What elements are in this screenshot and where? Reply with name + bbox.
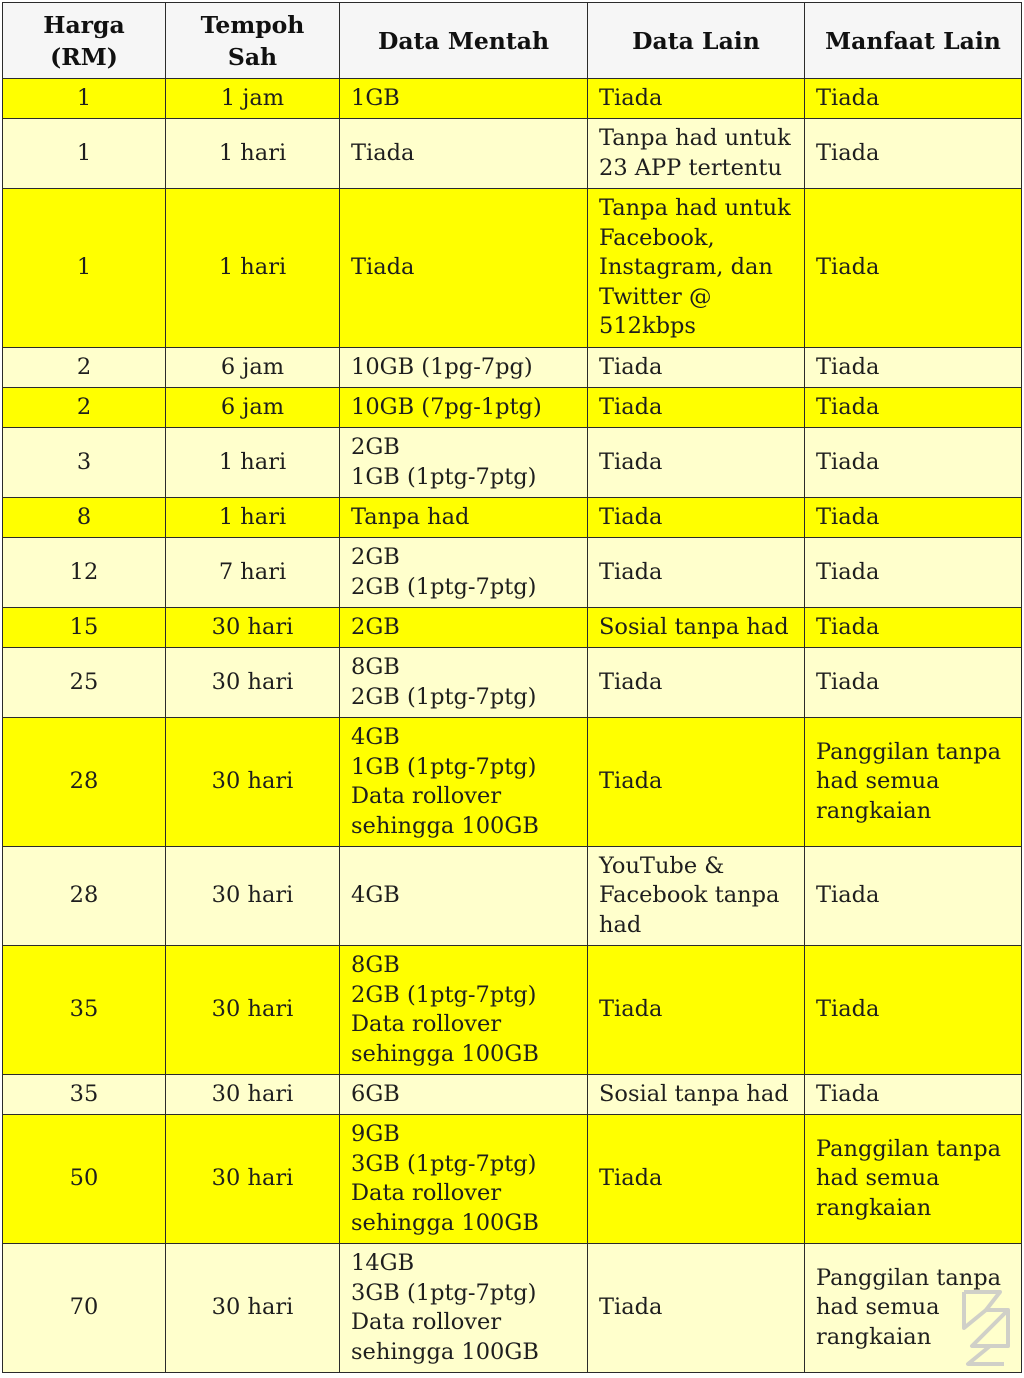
cell-data-mentah [340, 388, 588, 428]
cell-tempoh: 30 hari [166, 1244, 340, 1373]
cell-data-mentah [340, 189, 588, 348]
cell-tempoh: 1 hari [166, 428, 340, 498]
cell-data-lain [588, 718, 805, 847]
cell-line: rangkaian [816, 1194, 932, 1221]
cell-line: Tiada [599, 1165, 663, 1192]
table-row [3, 1115, 1022, 1244]
cell-data-mentah [340, 1244, 588, 1373]
cell-manfaat-lain [805, 946, 1022, 1075]
table-row [3, 648, 1022, 718]
cell-data-mentah [340, 847, 588, 946]
cell-data-mentah [340, 1115, 588, 1244]
cell-line: rangkaian [816, 797, 932, 824]
cell-harga: 3 [3, 428, 166, 498]
cell-line: had semua [816, 1165, 940, 1192]
table-row [3, 79, 1022, 119]
cell-line: Tiada [599, 668, 663, 695]
cell-line: 1GB (1ptg-7ptg) [351, 463, 537, 490]
cell-line: Instagram, dan [599, 254, 773, 281]
cell-line: had semua [816, 1294, 940, 1321]
cell-manfaat-lain [805, 348, 1022, 388]
cell-tempoh: 30 hari [166, 1115, 340, 1244]
cell-line: had [599, 911, 642, 938]
cell-line: Data rollover [351, 1180, 502, 1206]
cell-tempoh: 6 jam [166, 348, 340, 388]
cell-line: 14GB [351, 1250, 415, 1276]
cell-line: 8GB [351, 952, 400, 978]
cell-harga: 15 [3, 608, 166, 648]
cell-line: Tiada [816, 393, 880, 420]
table-row [3, 189, 1022, 348]
cell-harga: 1 [3, 119, 166, 189]
cell-data-mentah [340, 718, 588, 847]
cell-data-lain [588, 847, 805, 946]
cell-line: Panggilan tanpa [816, 738, 1002, 765]
cell-harga: 1 [3, 189, 166, 348]
cell-line: 4GB [351, 882, 400, 909]
cell-line: Tiada [599, 448, 663, 475]
header-data-lain: Data Lain [588, 3, 805, 79]
cell-line: 10GB (7pg-1ptg) [351, 393, 542, 420]
cell-line: Tiada [599, 503, 663, 530]
cell-line: sehingga 100GB [351, 1209, 539, 1236]
cell-line: Twitter @ [599, 283, 712, 310]
cell-harga: 1 [3, 79, 166, 119]
cell-line: Tiada [599, 996, 663, 1023]
cell-harga: 2 [3, 388, 166, 428]
cell-line: 2GB [351, 544, 400, 570]
cell-line: Data rollover [351, 783, 502, 809]
cell-line: Tiada [599, 353, 663, 380]
cell-manfaat-lain [805, 847, 1022, 946]
cell-tempoh: 30 hari [166, 847, 340, 946]
cell-data-mentah [340, 1075, 588, 1115]
header-harga: Harga (RM) [3, 3, 166, 79]
cell-tempoh: 30 hari [166, 946, 340, 1075]
cell-line: had semua [816, 768, 940, 795]
cell-line: sehingga 100GB [351, 1338, 539, 1365]
cell-tempoh: 1 jam [166, 79, 340, 119]
cell-harga: 12 [3, 538, 166, 608]
table-row [3, 718, 1022, 847]
cell-data-mentah [340, 348, 588, 388]
cell-line: Tiada [816, 254, 880, 281]
cell-line: Tiada [816, 613, 880, 640]
cell-line: 3GB (1ptg-7ptg) [351, 1150, 537, 1177]
cell-data-mentah [340, 648, 588, 718]
table-row [3, 608, 1022, 648]
cell-tempoh: 1 hari [166, 189, 340, 348]
cell-line: sehingga 100GB [351, 1040, 539, 1067]
cell-tempoh: 1 hari [166, 498, 340, 538]
cell-data-lain [588, 79, 805, 119]
cell-line: 10GB (1pg-7pg) [351, 353, 533, 380]
cell-tempoh: 1 hari [166, 119, 340, 189]
cell-line: Tiada [351, 139, 415, 166]
cell-line: Data rollover [351, 1309, 502, 1335]
cell-tempoh: 6 jam [166, 388, 340, 428]
cell-manfaat-lain [805, 608, 1022, 648]
cell-line: Tiada [599, 393, 663, 420]
cell-data-mentah [340, 538, 588, 608]
cell-data-lain [588, 946, 805, 1075]
cell-line: 1GB (1ptg-7ptg) [351, 753, 537, 780]
cell-manfaat-lain [805, 189, 1022, 348]
cell-line: Panggilan tanpa [816, 1264, 1002, 1291]
cell-line: rangkaian [816, 1323, 932, 1350]
cell-line: sehingga 100GB [351, 812, 539, 839]
cell-line: Tiada [816, 996, 880, 1023]
cell-harga: 28 [3, 847, 166, 946]
cell-manfaat-lain [805, 79, 1022, 119]
cell-line: 2GB [351, 434, 400, 460]
table-row [3, 1075, 1022, 1115]
cell-data-lain [588, 1115, 805, 1244]
cell-line: Data rollover [351, 1011, 502, 1037]
cell-manfaat-lain [805, 1115, 1022, 1244]
header-data-mentah: Data Mentah [340, 3, 588, 79]
cell-line: 6GB [351, 1080, 400, 1107]
cell-data-mentah [340, 946, 588, 1075]
cell-tempoh: 30 hari [166, 718, 340, 847]
table-row [3, 847, 1022, 946]
cell-line: 9GB [351, 1121, 400, 1147]
cell-harga: 35 [3, 1075, 166, 1115]
cell-line: Tiada [599, 558, 663, 585]
cell-data-lain [588, 189, 805, 348]
cell-harga: 28 [3, 718, 166, 847]
cell-tempoh: 30 hari [166, 1075, 340, 1115]
cell-harga: 70 [3, 1244, 166, 1373]
cell-data-lain [588, 119, 805, 189]
table-row [3, 946, 1022, 1075]
cell-line: Tiada [816, 882, 880, 909]
cell-line: 2GB [351, 613, 400, 640]
cell-manfaat-lain [805, 119, 1022, 189]
cell-tempoh: 30 hari [166, 648, 340, 718]
cell-manfaat-lain [805, 538, 1022, 608]
cell-line: Panggilan tanpa [816, 1135, 1002, 1162]
cell-harga: 35 [3, 946, 166, 1075]
table-row [3, 119, 1022, 189]
cell-data-lain [588, 1075, 805, 1115]
cell-line: Tiada [599, 84, 663, 111]
cell-line: Tiada [816, 668, 880, 695]
cell-harga: 50 [3, 1115, 166, 1244]
cell-line: 8GB [351, 654, 400, 680]
cell-harga: 25 [3, 648, 166, 718]
cell-manfaat-lain [805, 498, 1022, 538]
cell-line: Tanpa had untuk [599, 125, 791, 151]
cell-data-lain [588, 608, 805, 648]
cell-data-mentah [340, 428, 588, 498]
cell-line: Tanpa had untuk [599, 195, 791, 222]
cell-data-mentah [340, 119, 588, 189]
cell-data-lain [588, 428, 805, 498]
cell-line: Sosial tanpa had [599, 1080, 789, 1107]
cell-harga: 8 [3, 498, 166, 538]
table-row [3, 428, 1022, 498]
cell-line: 3GB (1ptg-7ptg) [351, 1279, 537, 1306]
cell-line: Tiada [816, 139, 880, 166]
cell-line: Facebook, [599, 224, 715, 251]
header-row [3, 3, 1022, 79]
cell-manfaat-lain [805, 1075, 1022, 1115]
header-tempoh-sah: Tempoh Sah [166, 3, 340, 79]
cell-line: Tiada [816, 353, 880, 380]
header-manfaat-lain: Manfaat Lain [805, 3, 1022, 79]
cell-line: Tiada [816, 558, 880, 585]
cell-line: 4GB [351, 724, 400, 750]
cell-data-lain [588, 498, 805, 538]
table-row [3, 1244, 1022, 1373]
cell-manfaat-lain [805, 428, 1022, 498]
cell-line: Sosial tanpa had [599, 613, 789, 640]
cell-tempoh: 7 hari [166, 538, 340, 608]
cell-data-mentah [340, 608, 588, 648]
cell-line: Tiada [816, 1080, 880, 1107]
table-row [3, 498, 1022, 538]
table-row [3, 538, 1022, 608]
cell-line: Tiada [351, 254, 415, 281]
cell-data-lain [588, 538, 805, 608]
cell-tempoh: 30 hari [166, 608, 340, 648]
cell-data-mentah [340, 498, 588, 538]
watermark-logo-icon [960, 1288, 1012, 1368]
cell-data-lain [588, 348, 805, 388]
cell-line: Facebook tanpa [599, 882, 780, 909]
cell-line: 1GB [351, 84, 400, 111]
cell-line: Tiada [599, 768, 663, 795]
cell-line: Tiada [816, 503, 880, 530]
cell-line: 2GB (1ptg-7ptg) [351, 573, 537, 600]
cell-line: Tiada [816, 84, 880, 111]
cell-manfaat-lain [805, 648, 1022, 718]
cell-data-lain [588, 1244, 805, 1373]
cell-line: Tiada [816, 448, 880, 475]
cell-line: Tanpa had [351, 503, 470, 530]
cell-data-mentah [340, 79, 588, 119]
cell-line: 23 APP tertentu [599, 154, 782, 181]
plan-table [2, 2, 1022, 1373]
table-row [3, 388, 1022, 428]
cell-harga: 2 [3, 348, 166, 388]
table-row [3, 348, 1022, 388]
cell-manfaat-lain [805, 718, 1022, 847]
cell-line: YouTube & [599, 852, 725, 879]
cell-line: 2GB (1ptg-7ptg) [351, 683, 537, 710]
cell-line: 2GB (1ptg-7ptg) [351, 981, 537, 1008]
cell-data-lain [588, 388, 805, 428]
cell-manfaat-lain [805, 388, 1022, 428]
cell-line: Tiada [599, 1294, 663, 1321]
cell-line: 512kbps [599, 313, 696, 340]
cell-data-lain [588, 648, 805, 718]
